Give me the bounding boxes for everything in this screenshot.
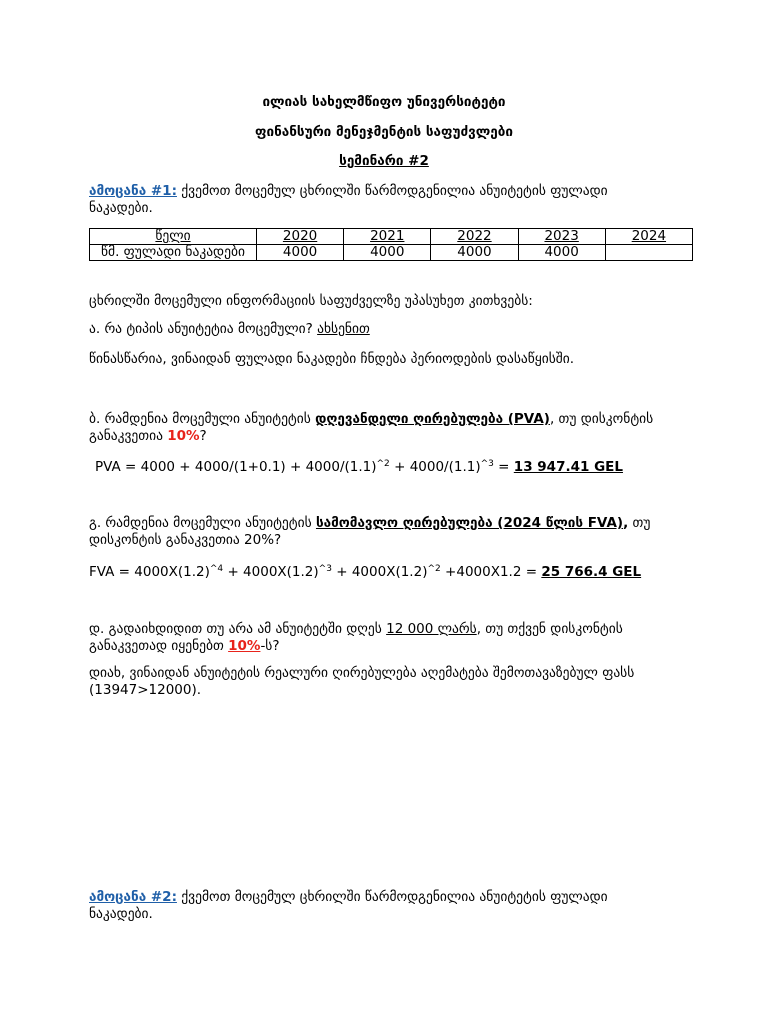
formula-part: + 4000/(1.1) <box>389 459 481 475</box>
question-b-text-end: , თუ დისკონტის <box>549 411 654 427</box>
task2-intro <box>89 889 689 923</box>
pva-result: 13 947.41 GEL <box>513 459 623 475</box>
question-d-line2: განაკვეთად იყენებთ <box>89 638 229 654</box>
table-row-label: წმ. ფულადი ნაკადები <box>90 245 257 261</box>
question-b-text: ბ. რამდენია მოცემული ანუიტეტის <box>89 411 316 427</box>
question-d-text: დ. გადაიხდიდით თუ არა ამ ანუიტეტში დღეს <box>89 621 387 637</box>
table-row <box>90 245 693 261</box>
formula-part: = <box>493 459 514 475</box>
table-year-cell: 2021 <box>344 229 431 245</box>
answer-d-line1: დიახ, ვინაიდან ანუიტეტის რეალური ღირებულება აღემატება შემოთავაზებულ ფასს <box>89 665 635 681</box>
question-d-text-end: , თუ თქვენ დისკონტის <box>476 621 623 637</box>
fva-formula <box>89 561 689 581</box>
task1-text-line2: ნაკადები. <box>89 200 153 216</box>
pva-formula <box>95 456 695 476</box>
exponent: ^4 <box>209 564 224 574</box>
fva-term: სამომავლო ღირებულება (2024 წლის FVA) <box>315 515 624 531</box>
formula-part: FVA = 4000X(1.2) <box>89 564 210 580</box>
question-a-text: ა. რა ტიპის ანუიტეტია მოცემული? <box>89 321 318 337</box>
seminar-title: სემინარი #2 <box>339 153 429 169</box>
questions-intro: ცხრილში მოცემული ინფორმაციის საფუძველზე უპასუხეთ კითხვებს: <box>89 293 533 309</box>
answer-a: წინასწარია, ვინაიდან ფულადი ნაკადები ჩნდება პერიოდების დასაწყისში. <box>89 351 575 367</box>
table-year-cell: 2020 <box>257 229 344 245</box>
answer-d-line2: (13947>12000). <box>89 682 202 698</box>
question-g-line2: დისკონტის განაკვეთია 20%? <box>89 532 282 548</box>
table-year-cell: 2023 <box>518 229 605 245</box>
table-value-cell <box>605 245 692 261</box>
task2-text-line2: ნაკადები. <box>89 906 153 922</box>
exponent: ^3 <box>480 459 494 469</box>
university-title: ილიას სახელმწიფო უნივერსიტეტი <box>262 94 506 110</box>
task1-intro <box>89 183 689 217</box>
exponent: ^2 <box>427 564 441 574</box>
rate-10-percent-d: 10% <box>228 638 261 654</box>
table-header-label: წელი <box>90 229 257 245</box>
question-d <box>89 621 689 655</box>
task1-label[interactable]: ამოცანა #1: <box>89 183 177 199</box>
question-g-text-end: თუ <box>628 515 651 531</box>
question-b <box>89 411 689 445</box>
question-g-text: გ. რამდენია მოცემული ანუიტეტის <box>89 515 316 531</box>
question-d-line2-end: -ს? <box>260 638 280 654</box>
fva-result: 25 766.4 GEL <box>541 564 642 580</box>
cash-flow-table <box>89 228 693 261</box>
question-b-line2: განაკვეთია <box>89 428 168 444</box>
formula-part: +4000X1.2 = <box>440 564 542 580</box>
task1-text: ქვემოთ მოცემულ ცხრილში წარმოდგენილია ანუიტეტის ფულადი <box>176 183 608 199</box>
task2-text: ქვემოთ მოცემულ ცხრილში წარმოდგენილია ანუიტეტის ფულადი <box>176 889 608 905</box>
table-value-cell: 4000 <box>431 245 518 261</box>
rate-10-percent: 10% <box>167 428 200 444</box>
answer-d <box>89 665 689 699</box>
question-a <box>89 321 689 338</box>
table-row <box>90 229 693 245</box>
exponent: ^2 <box>376 459 390 469</box>
table-value-cell: 4000 <box>257 245 344 261</box>
formula-part: + 4000X(1.2) <box>331 564 428 580</box>
table-value-cell: 4000 <box>344 245 431 261</box>
table-value-cell: 4000 <box>518 245 605 261</box>
task2-label[interactable]: ამოცანა #2: <box>89 889 177 905</box>
exponent: ^3 <box>318 564 332 574</box>
formula-part: + 4000X(1.2) <box>223 564 319 580</box>
course-title: ფინანსური მენეჯმენტის საფუძვლები <box>254 124 513 140</box>
question-g <box>89 515 689 549</box>
comma: , <box>623 515 629 531</box>
pva-term: დღევანდელი ღირებულება (PVA) <box>315 411 550 427</box>
table-year-cell: 2022 <box>431 229 518 245</box>
table-year-cell: 2024 <box>605 229 692 245</box>
explain-link[interactable]: ახსენით <box>317 321 370 337</box>
formula-part: PVA = 4000 + 4000/(1+0.1) + 4000/(1.1) <box>95 459 377 475</box>
amount-12000: 12 000 ლარს <box>386 621 477 637</box>
question-mark: ? <box>199 428 207 444</box>
